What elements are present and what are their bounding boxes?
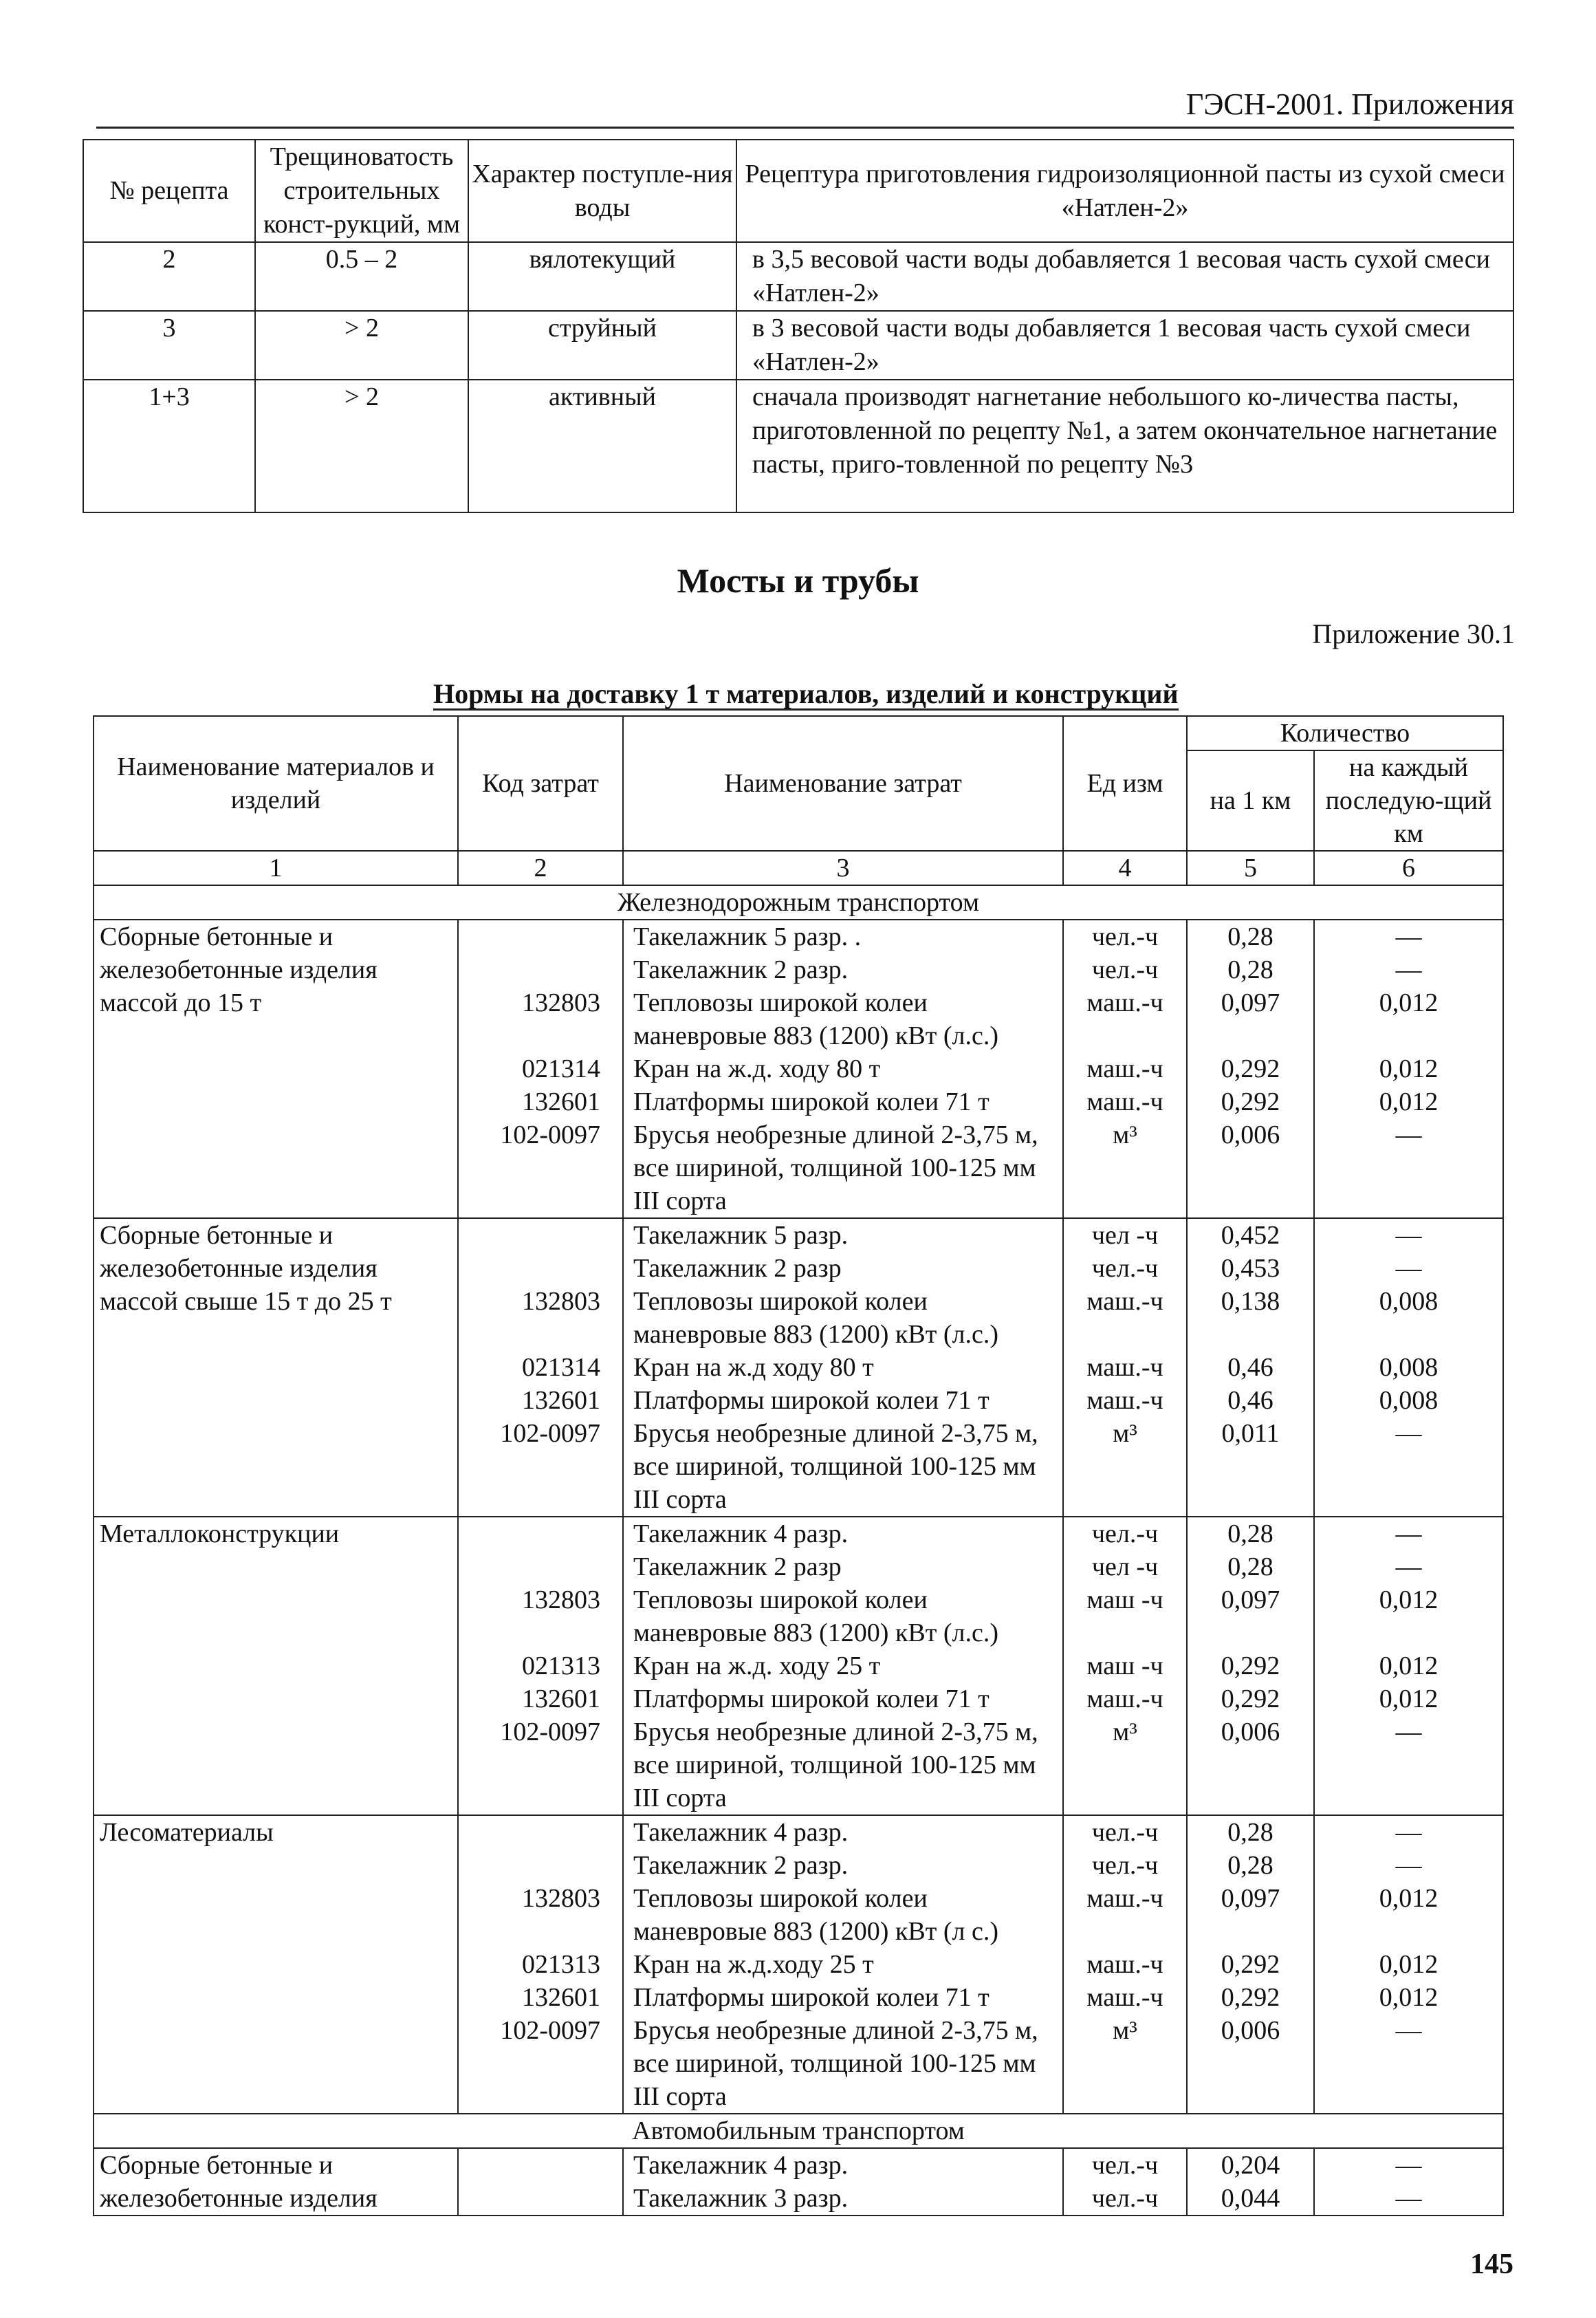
cost-name: Кран на ж.д ходу 80 т — [633, 1353, 874, 1382]
cost-name: все шириной, толщиной 100-125 мм — [633, 2049, 1036, 2078]
qty-each-next-km: — — [1395, 1221, 1422, 1250]
unit — [1064, 1318, 1186, 1351]
material-group-row — [94, 920, 1503, 1218]
cost-name: Кран на ж.д.ходу 25 т — [633, 1950, 874, 1979]
qty-per-km — [1188, 1151, 1313, 1184]
cost-code — [459, 920, 600, 953]
unit: маш.-ч — [1086, 1386, 1163, 1415]
cost-name-cell — [623, 920, 1063, 1218]
unit: чел -ч — [1091, 1221, 1159, 1250]
qty-each-next-km: 0,012 — [1379, 1087, 1439, 1116]
cost-code: 102-0097 — [500, 1718, 600, 1746]
cost-code: 132601 — [522, 1685, 600, 1713]
qty-each-next-km — [1315, 1184, 1502, 1217]
cost-code: 132803 — [522, 1884, 600, 1913]
cost-name: Брусья необрезные длиной 2-3,75 м, — [633, 1419, 1038, 1448]
unit — [1064, 2080, 1186, 2113]
col-number: 3 — [623, 851, 1063, 885]
qty-per-km: 0,097 — [1221, 1884, 1280, 1913]
unit: маш.-ч — [1086, 1287, 1163, 1316]
cost-name: Такелажник 2 разр — [633, 1254, 842, 1283]
norms-header-quantity: Количество — [1187, 716, 1503, 750]
recipe-id: 1+3 — [83, 380, 255, 512]
cost-name: Такелажник 4 разр. — [633, 1818, 849, 1847]
unit: чел.-ч — [1091, 1851, 1159, 1880]
unit-cell — [1063, 1815, 1187, 2114]
qty-each-next-km: 0,012 — [1379, 1651, 1439, 1680]
cost-name: Такелажник 5 разр. — [633, 1221, 849, 1250]
cost-name: Кран на ж.д. ходу 80 т — [633, 1054, 881, 1083]
recipe-crack: > 2 — [255, 380, 468, 512]
qty-per-km: 0,292 — [1221, 1950, 1280, 1979]
qty-per-km: 0,28 — [1227, 922, 1273, 951]
qty-each-next-km: 0,012 — [1379, 1054, 1439, 1083]
cost-name: маневровые 883 (1200) кВт (л.с.) — [633, 1320, 998, 1349]
cost-name: Платформы широкой колеи 71 т — [633, 1983, 990, 2012]
qty-each-next-km: 0,008 — [1379, 1386, 1439, 1415]
unit: м³ — [1113, 2016, 1137, 2045]
qty-each-next-km: — — [1395, 1718, 1422, 1746]
cost-code-cell — [458, 1815, 623, 2114]
unit — [1064, 1483, 1186, 1516]
qty-per-km — [1188, 1318, 1313, 1351]
section-title: Мосты и трубы — [677, 561, 919, 600]
cost-code — [459, 1816, 600, 1849]
qty-each-next-km — [1315, 1915, 1502, 1948]
cost-code — [459, 1151, 600, 1184]
unit: маш.-ч — [1086, 1983, 1163, 2012]
cost-code: 132601 — [522, 1983, 600, 2012]
unit: чел.-ч — [1091, 2184, 1159, 2213]
cost-code — [459, 1517, 600, 1550]
material-name-line: железобетонные изделия — [100, 1254, 378, 1283]
qty-per-km: 0,292 — [1221, 1054, 1280, 1083]
recipe-text: сначала производят нагнетание небольшого ко-личества пасты, приготовленной по рецепту №1, а затем окончательное нагнетание пасты, приго-товленной по рецепту №3 — [736, 380, 1513, 512]
unit: чел.-ч — [1091, 1254, 1159, 1283]
unit — [1064, 1450, 1186, 1483]
recipe-header-recipe: Рецептура приготовления гидроизоляционной пасты из сухой смеси «Натлен-2» — [736, 140, 1513, 242]
qty-per-km: 0,292 — [1221, 1685, 1280, 1713]
qty-per-km — [1188, 1019, 1313, 1052]
norms-body — [94, 885, 1503, 2216]
qty-each-next-km — [1315, 1318, 1502, 1351]
cost-name: Такелажник 3 разр. — [633, 2184, 849, 2213]
cost-name-cell — [623, 1815, 1063, 2114]
cost-name: III сорта — [633, 2082, 727, 2111]
cost-name: все шириной, толщиной 100-125 мм — [633, 1452, 1036, 1481]
qty-each-next-km — [1315, 1450, 1502, 1483]
cost-code — [459, 1616, 600, 1649]
cost-code: 021313 — [522, 1651, 600, 1680]
cost-code: 132803 — [522, 1287, 600, 1316]
recipe-header-crack: Трещиноватость строительных конст-рукций, мм — [255, 140, 468, 242]
unit: чел.-ч — [1091, 955, 1159, 984]
cost-code: 021314 — [522, 1353, 600, 1382]
unit-cell — [1063, 920, 1187, 1218]
qty-per-km — [1188, 2047, 1313, 2080]
cost-name: III сорта — [633, 1485, 727, 1514]
cost-code-cell — [458, 1218, 623, 1517]
qty-per-km: 0,011 — [1221, 1419, 1280, 1448]
cost-name: III сорта — [633, 1784, 727, 1812]
qty-each-next-km: — — [1395, 1120, 1422, 1149]
col-number: 4 — [1063, 851, 1187, 885]
cost-name: Такелажник 4 разр. — [633, 1519, 849, 1548]
cost-code: 021314 — [522, 1054, 600, 1083]
transport-section-title: Автомобильным транспортом — [94, 2114, 1503, 2148]
qty-each-next-km: 0,012 — [1379, 1983, 1439, 2012]
recipe-crack: 0.5 – 2 — [255, 242, 468, 311]
qty-each-next-km: — — [1395, 1552, 1422, 1581]
unit: маш.-ч — [1086, 1054, 1163, 1083]
cost-name: Кран на ж.д. ходу 25 т — [633, 1651, 881, 1680]
recipe-water: активный — [468, 380, 736, 512]
unit-cell — [1063, 1218, 1187, 1517]
unit — [1064, 1151, 1186, 1184]
recipe-table — [83, 139, 1514, 513]
cost-code — [459, 1483, 600, 1516]
qty-per-km — [1188, 1483, 1313, 1516]
qty-per-km: 0,292 — [1221, 1087, 1280, 1116]
cost-code — [459, 1849, 600, 1882]
col-number: 2 — [458, 851, 623, 885]
cost-code — [459, 1915, 600, 1948]
cost-name: маневровые 883 (1200) кВт (л с.) — [633, 1917, 998, 1946]
unit: чел.-ч — [1091, 922, 1159, 951]
qty-per-km: 0,097 — [1221, 1585, 1280, 1614]
qty-each-next-km: 0,012 — [1379, 1950, 1439, 1979]
unit — [1064, 1019, 1186, 1052]
cost-name: Платформы широкой колеи 71 т — [633, 1386, 990, 1415]
cost-name: все шириной, толщиной 100-125 мм — [633, 1751, 1036, 1779]
col-number: 1 — [94, 851, 458, 885]
unit — [1064, 1616, 1186, 1649]
material-name — [94, 1815, 458, 2114]
qty-each-next-km: — — [1395, 2184, 1422, 2213]
unit — [1064, 1184, 1186, 1217]
col-number: 5 — [1187, 851, 1314, 885]
unit: маш -ч — [1086, 1585, 1163, 1614]
section-row — [94, 2114, 1503, 2148]
qty-per-km: 0,28 — [1227, 1851, 1273, 1880]
transport-section-title: Железнодорожным транспортом — [94, 885, 1503, 920]
qty-per-km-cell — [1187, 1815, 1314, 2114]
unit-cell — [1063, 1517, 1187, 1815]
qty-per-km: 0,006 — [1221, 2016, 1280, 2045]
qty-each-next-km — [1315, 2047, 1502, 2080]
qty-per-km: 0,452 — [1221, 1221, 1280, 1250]
qty-each-next-km: — — [1395, 1419, 1422, 1448]
qty-per-km: 0,097 — [1221, 988, 1280, 1017]
qty-each-next-km: 0,012 — [1379, 1685, 1439, 1713]
material-name — [94, 920, 458, 1218]
unit: маш.-ч — [1086, 1950, 1163, 1979]
qty-per-km: 0,138 — [1221, 1287, 1280, 1316]
qty-per-km-cell — [1187, 2148, 1314, 2216]
cost-code: 132601 — [522, 1087, 600, 1116]
qty-each-next-km: — — [1395, 1818, 1422, 1847]
qty-each-next-km: — — [1395, 922, 1422, 951]
cost-name: Такелажник 2 разр — [633, 1552, 842, 1581]
cost-name: Такелажник 5 разр. . — [633, 922, 862, 951]
qty-each-next-km — [1315, 2080, 1502, 2113]
cost-code — [459, 1019, 600, 1052]
material-name — [94, 1218, 458, 1517]
qty-each-next-km — [1315, 1019, 1502, 1052]
recipe-water: вялотекущий — [468, 242, 736, 311]
qty-per-km: 0,46 — [1227, 1353, 1273, 1382]
cost-code-cell — [458, 1517, 623, 1815]
cost-name: Тепловозы широкой колеи — [633, 1585, 928, 1614]
material-name-line: Сборные бетонные и — [100, 922, 334, 951]
recipe-header-number: № рецепта — [83, 140, 255, 242]
cost-code: 102-0097 — [500, 1419, 600, 1448]
running-header: ГЭСН-2001. Приложения — [1185, 87, 1514, 121]
cost-code — [459, 1318, 600, 1351]
unit: маш -ч — [1086, 1651, 1163, 1680]
cost-code — [459, 1184, 600, 1217]
cost-code — [459, 1252, 600, 1285]
cost-name: Такелажник 2 разр. — [633, 955, 849, 984]
recipe-row — [83, 380, 1513, 512]
qty-each-next-km: 0,012 — [1379, 1585, 1439, 1614]
qty-per-km: 0,28 — [1227, 1818, 1273, 1847]
cost-name: Тепловозы широкой колеи — [633, 988, 928, 1017]
qty-each-next-km: 0,012 — [1379, 988, 1439, 1017]
unit: маш.-ч — [1086, 1685, 1163, 1713]
qty-per-km — [1188, 1450, 1313, 1483]
cost-code-cell — [458, 920, 623, 1218]
qty-per-km: 0,28 — [1227, 1519, 1273, 1548]
cost-name: все шириной, толщиной 100-125 мм — [633, 1153, 1036, 1182]
unit — [1064, 2047, 1186, 2080]
cost-name: Тепловозы широкой колеи — [633, 1287, 928, 1316]
material-group-row — [94, 1218, 1503, 1517]
qty-each-next-km — [1315, 1616, 1502, 1649]
cost-name: Брусья необрезные длиной 2-3,75 м, — [633, 1120, 1038, 1149]
qty-per-km — [1188, 1616, 1313, 1649]
material-name-line: массой свыше 15 т до 25 т — [100, 1287, 392, 1316]
cost-code — [459, 1219, 600, 1252]
cost-name: Такелажник 4 разр. — [633, 2151, 849, 2180]
cost-code: 102-0097 — [500, 2016, 600, 2045]
qty-per-km: 0,292 — [1221, 1651, 1280, 1680]
norms-table — [93, 715, 1504, 2216]
unit — [1064, 1748, 1186, 1781]
cost-code: 132803 — [522, 988, 600, 1017]
recipe-row — [83, 242, 1513, 311]
cost-code: 132803 — [522, 1585, 600, 1614]
unit: м³ — [1113, 1718, 1137, 1746]
qty-per-km — [1188, 1184, 1313, 1217]
qty-each-next-km-cell — [1314, 1218, 1503, 1517]
qty-per-km: 0,006 — [1221, 1120, 1280, 1149]
material-name-line: железобетонные изделия — [100, 2184, 378, 2213]
cost-code — [459, 2182, 600, 2215]
cost-code — [459, 1781, 600, 1815]
material-name-line: Металлоконструкции — [100, 1519, 340, 1548]
unit: чел.-ч — [1091, 2151, 1159, 2180]
unit: маш.-ч — [1086, 988, 1163, 1017]
material-group-row — [94, 2148, 1503, 2216]
material-group-row — [94, 1517, 1503, 1815]
unit — [1064, 1781, 1186, 1815]
cost-code: 021313 — [522, 1950, 600, 1979]
qty-each-next-km: — — [1395, 2151, 1422, 2180]
unit: маш.-ч — [1086, 1087, 1163, 1116]
recipe-water: струйный — [468, 311, 736, 380]
qty-per-km: 0,28 — [1227, 955, 1273, 984]
material-name-line: железобетонные изделия — [100, 955, 378, 984]
cost-code: 132601 — [522, 1386, 600, 1415]
qty-per-km: 0,28 — [1227, 1552, 1273, 1581]
unit: чел.-ч — [1091, 1519, 1159, 1548]
qty-per-km — [1188, 1748, 1313, 1781]
qty-each-next-km-cell — [1314, 1517, 1503, 1815]
qty-per-km — [1188, 1915, 1313, 1948]
cost-name: III сорта — [633, 1187, 727, 1215]
material-name — [94, 2148, 458, 2216]
cost-code — [459, 1550, 600, 1583]
qty-each-next-km: — — [1395, 1851, 1422, 1880]
cost-name-cell — [623, 1218, 1063, 1517]
recipe-id: 3 — [83, 311, 255, 380]
recipe-crack: > 2 — [255, 311, 468, 380]
norms-table-title: Нормы на доставку 1 т материалов, изделий и конструкций — [433, 678, 1179, 709]
recipe-id: 2 — [83, 242, 255, 311]
qty-per-km: 0,006 — [1221, 1718, 1280, 1746]
cost-code — [459, 2047, 600, 2080]
cost-code — [459, 2149, 600, 2182]
norms-header-each-next: на каждый последую-щий км — [1314, 750, 1503, 851]
qty-each-next-km — [1315, 1151, 1502, 1184]
qty-each-next-km-cell — [1314, 920, 1503, 1218]
qty-per-km — [1188, 2080, 1313, 2113]
cost-name-cell — [623, 1517, 1063, 1815]
qty-per-km: 0,204 — [1221, 2151, 1280, 2180]
norms-header-per-km: на 1 км — [1187, 750, 1314, 851]
qty-each-next-km-cell — [1314, 1815, 1503, 2114]
material-name-line: Сборные бетонные и — [100, 2151, 334, 2180]
unit: маш.-ч — [1086, 1353, 1163, 1382]
cost-name: Такелажник 2 разр. — [633, 1851, 849, 1880]
unit — [1064, 1915, 1186, 1948]
recipe-text: в 3,5 весовой части воды добавляется 1 весовая часть сухой смеси «Натлен-2» — [736, 242, 1513, 311]
qty-each-next-km: — — [1395, 1254, 1422, 1283]
col-number: 6 — [1314, 851, 1503, 885]
section-row — [94, 885, 1503, 920]
material-name-line: массой до 15 т — [100, 988, 262, 1017]
qty-each-next-km: 0,008 — [1379, 1287, 1439, 1316]
qty-per-km-cell — [1187, 1218, 1314, 1517]
unit: м³ — [1113, 1419, 1137, 1448]
cost-name: Платформы широкой колеи 71 т — [633, 1685, 990, 1713]
qty-per-km — [1188, 1781, 1313, 1815]
cost-code — [459, 1450, 600, 1483]
unit: м³ — [1113, 1120, 1137, 1149]
norms-header-name: Наименование материалов и изделий — [94, 716, 458, 851]
cost-name: Брусья необрезные длиной 2-3,75 м, — [633, 1718, 1038, 1746]
page-number: 145 — [1470, 2249, 1513, 2280]
recipe-text: в 3 весовой части воды добавляется 1 весовая часть сухой смеси «Натлен-2» — [736, 311, 1513, 380]
qty-per-km: 0,453 — [1221, 1254, 1280, 1283]
qty-each-next-km-cell — [1314, 2148, 1503, 2216]
material-name-line: Сборные бетонные и — [100, 1221, 334, 1250]
qty-per-km-cell — [1187, 920, 1314, 1218]
material-group-row — [94, 1815, 1503, 2114]
cost-name: маневровые 883 (1200) кВт (л.с.) — [633, 1021, 998, 1050]
cost-name: Платформы широкой колеи 71 т — [633, 1087, 990, 1116]
appendix-label: Приложение 30.1 — [1312, 618, 1515, 649]
cost-code — [459, 2080, 600, 2113]
unit-cell — [1063, 2148, 1187, 2216]
cost-name: маневровые 883 (1200) кВт (л.с.) — [633, 1618, 998, 1647]
cost-code-cell — [458, 2148, 623, 2216]
qty-each-next-km: — — [1395, 1519, 1422, 1548]
qty-each-next-km: — — [1395, 955, 1422, 984]
norms-header-code: Код затрат — [458, 716, 623, 851]
cost-name: Тепловозы широкой колеи — [633, 1884, 928, 1913]
material-name-line: Лесоматериалы — [100, 1818, 274, 1847]
qty-each-next-km: — — [1395, 2016, 1422, 2045]
unit: маш.-ч — [1086, 1884, 1163, 1913]
recipe-row — [83, 311, 1513, 380]
qty-each-next-km: 0,012 — [1379, 1884, 1439, 1913]
qty-per-km: 0,46 — [1227, 1386, 1273, 1415]
material-name — [94, 1517, 458, 1815]
qty-each-next-km: 0,008 — [1379, 1353, 1439, 1382]
qty-each-next-km — [1315, 1748, 1502, 1781]
norms-header-unit: Ед изм — [1063, 716, 1187, 851]
cost-name-cell — [623, 2148, 1063, 2216]
recipe-header-water: Характер поступле-ния воды — [468, 140, 736, 242]
unit: чел -ч — [1091, 1552, 1159, 1581]
header-rule — [96, 127, 1514, 129]
cost-name: Брусья необрезные длиной 2-3,75 м, — [633, 2016, 1038, 2045]
qty-per-km: 0,292 — [1221, 1983, 1280, 2012]
qty-each-next-km — [1315, 1781, 1502, 1815]
norms-header-cost-name: Наименование затрат — [623, 716, 1063, 851]
cost-code — [459, 953, 600, 986]
cost-code — [459, 1748, 600, 1781]
qty-per-km-cell — [1187, 1517, 1314, 1815]
qty-per-km: 0,044 — [1221, 2184, 1280, 2213]
cost-code: 102-0097 — [500, 1120, 600, 1149]
unit: чел.-ч — [1091, 1818, 1159, 1847]
qty-each-next-km — [1315, 1483, 1502, 1516]
